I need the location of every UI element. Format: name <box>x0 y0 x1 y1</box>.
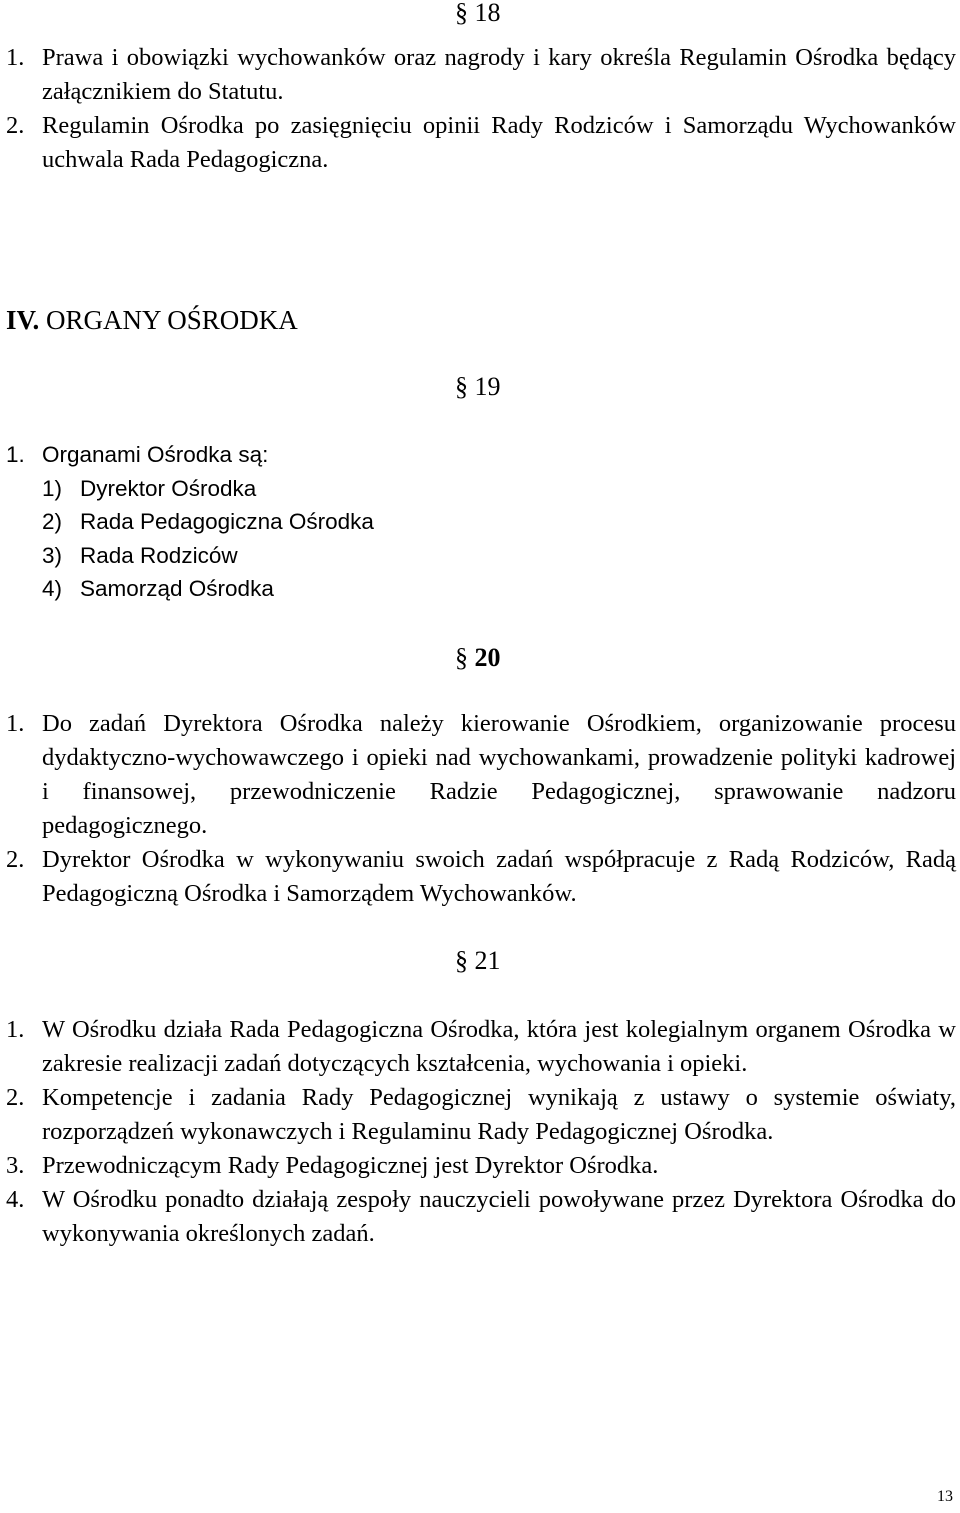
item-text: W Ośrodku ponadto działają zespoły nauczycieli powoływane przez Dyrektora Ośrodka do wykonywania określonych zadań. <box>42 1186 956 1247</box>
item-number: 2. <box>6 112 25 139</box>
chapter-title: ORGANY OŚRODKA <box>46 305 298 335</box>
item-number: 1. <box>6 44 25 71</box>
sublist-item <box>42 539 956 573</box>
paragraph-21-list <box>6 1013 956 1251</box>
section-sign: § <box>455 643 468 672</box>
list-item <box>6 109 956 177</box>
paragraph-number: 21 <box>474 946 501 975</box>
subitem-number: 2) <box>42 509 63 534</box>
item-number: 2. <box>6 846 25 873</box>
subitem-text: Dyrektor Ośrodka <box>80 475 257 501</box>
list-item <box>6 707 956 843</box>
item-number: 3. <box>6 1152 25 1179</box>
list-item <box>6 438 956 606</box>
chapter-heading <box>6 304 298 336</box>
item-text: Dyrektor Ośrodka w wykonywaniu swoich zadań współpracuje z Radą Rodziców, Radą Pedagogiczną Ośrodka i Samorządem Wychowanków. <box>42 846 956 907</box>
item-text: Kompetencje i zadania Rady Pedagogicznej wynikają z ustawy o systemie oświaty, rozporządzeń wykonawczych i Regulaminu Rady Pedagogicznej Ośrodka. <box>42 1084 956 1145</box>
subitem-number: 4) <box>42 576 63 601</box>
section-sign: § <box>455 372 468 401</box>
sublist-item <box>42 472 956 506</box>
paragraph-number: 19 <box>474 372 501 401</box>
list-item <box>6 1149 956 1183</box>
paragraph-number: 18 <box>474 0 501 27</box>
item-text: Prawa i obowiązki wychowanków oraz nagrody i kary określa Regulamin Ośrodka będący załącznikiem do Statutu. <box>42 44 956 105</box>
paragraph-number: 20 <box>474 643 501 672</box>
list-item <box>6 41 956 109</box>
paragraph-18-list <box>6 41 956 177</box>
item-number: 4. <box>6 1186 25 1213</box>
subitem-number: 1) <box>42 475 63 501</box>
subitem-text: Samorząd Ośrodka <box>80 576 274 601</box>
item-text: Do zadań Dyrektora Ośrodka należy kierowanie Ośrodkiem, organizowanie procesu dydaktyczno-wychowawczego i opieki nad wychowankami, prowadzenie polityki kadrowej i finansowej, przewodniczenie Radzie Pedagogicznej, sprawowanie nadzoru pedagogicznego. <box>42 710 956 839</box>
item-text: Przewodniczącym Rady Pedagogicznej jest Dyrektor Ośrodka. <box>42 1152 659 1179</box>
section-sign: § <box>455 946 468 975</box>
paragraph-19-list <box>6 438 956 606</box>
subitem-number: 3) <box>42 542 63 568</box>
item-text: Regulamin Ośrodka po zasięgnięciu opinii Rady Rodziców i Samorządu Wychowanków uchwala Rada Pedagogiczna. <box>42 112 956 173</box>
paragraph-18-number <box>455 0 501 28</box>
item-number: 1. <box>6 710 25 737</box>
paragraph-19-number <box>455 372 501 402</box>
chapter-roman-numeral: IV. <box>6 305 40 335</box>
section-sign: § <box>455 0 468 27</box>
paragraph-20-list <box>6 707 956 911</box>
list-item <box>6 843 956 911</box>
item-text: Organami Ośrodka są: <box>42 442 269 467</box>
paragraph-21-number <box>455 946 501 976</box>
list-item <box>6 1013 956 1081</box>
item-number: 1. <box>6 442 25 467</box>
item-number: 2. <box>6 1084 25 1111</box>
item-number: 1. <box>6 1016 25 1043</box>
list-item <box>6 1183 956 1251</box>
item-text: W Ośrodku działa Rada Pedagogiczna Ośrodka, która jest kolegialnym organem Ośrodka w zakresie realizacji zadań dotyczących kształcenia, wychowania i opieki. <box>42 1016 956 1077</box>
subitem-text: Rada Rodziców <box>80 542 238 568</box>
sublist-item <box>42 572 956 606</box>
list-item <box>6 1081 956 1149</box>
sublist <box>42 472 956 606</box>
subitem-text: Rada Pedagogiczna Ośrodka <box>80 509 374 534</box>
paragraph-20-number <box>455 643 501 673</box>
sublist-item <box>42 505 956 539</box>
page-number: 13 <box>937 1488 953 1505</box>
